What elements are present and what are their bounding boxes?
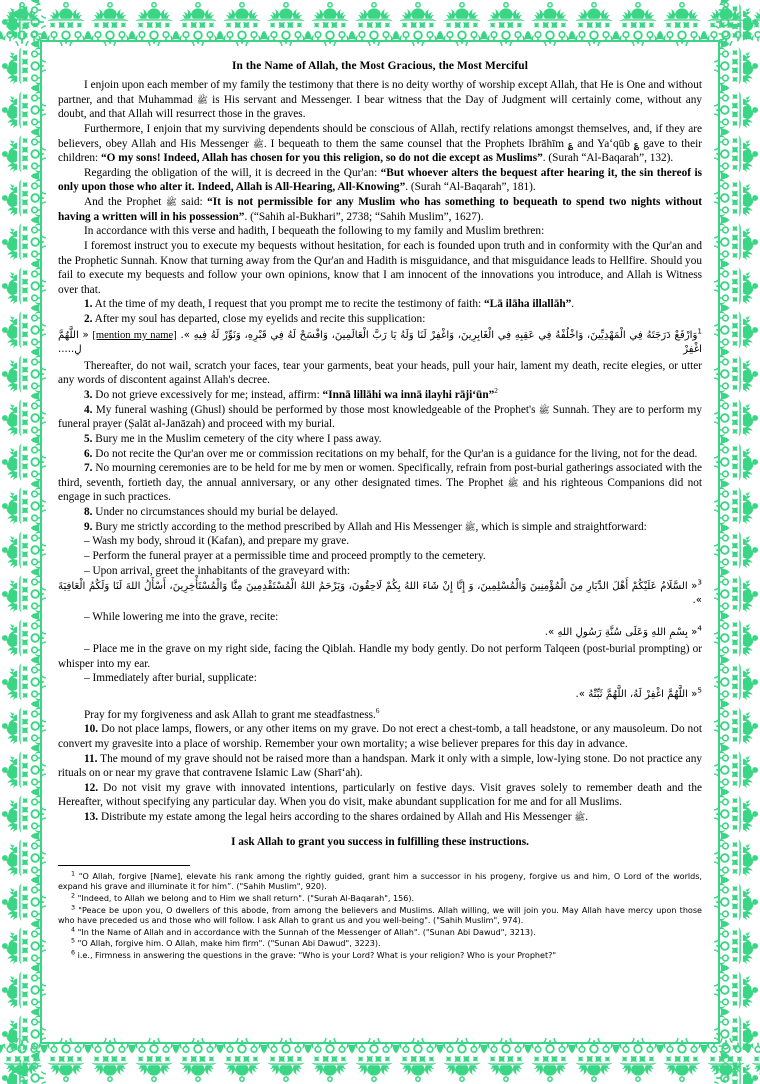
arabic-text: « بِسْمِ اللهِ وَعَلَى سُنَّةِ رَسُولِ اللهِ ». (544, 627, 698, 639)
instruction-13 (58, 810, 702, 825)
text-run: Bury me in the Muslim cemetery of the city where I pass away. (92, 432, 382, 445)
quran-quote: “But whoever alters the bequest after hearing it, the sin thereof is only upon those who alter it. Indeed, Allah is All-Hearing, All-Knowing” (58, 166, 702, 194)
footnote-item (58, 936, 702, 950)
sallallahu-alayhi-wasallam-icon: ﷺ (507, 478, 519, 489)
text-run: My funeral washing (Ghusl) should be performed by those most knowledgeable of the Prophet's (92, 403, 539, 416)
text-run: Bury me strictly according to the method prescribed by Allah and His Messenger (92, 520, 465, 533)
instruction-9 (58, 520, 702, 535)
text-run: and his righteous Companions did not engage in such practices. (58, 476, 703, 504)
instruction-5 (58, 432, 702, 447)
frame-rule-right (718, 40, 720, 1044)
text-run: , which is simple and straightforward: (475, 520, 647, 533)
paragraph-dependents (58, 122, 702, 166)
closing-statement: I ask Allah to grant you success in fulfilling these instructions. (231, 835, 529, 848)
text-run: is His servant and Messenger. I bear witness that the Day of Judgment will certainly come, without any doubt, and that Allah will resurrect those in the graves. (58, 93, 703, 121)
item-number: 9. (84, 520, 93, 533)
footnote-marker: 2 (71, 891, 76, 900)
text-run: . I bequeath to them the same counsel that the Prophets Ibrāhīm (263, 137, 569, 150)
footnotes-section (58, 869, 702, 962)
arabic-supplication-1 (58, 326, 702, 357)
footnote-marker: 3 (71, 902, 76, 911)
text-run: Do not visit my grave with innovated intentions, particularly on festive days. Visit graves solely to remember death and the Hereafter, without specifying any particular day. When you do visit, make abundant supplication for me and for all Muslims. (58, 781, 702, 809)
arabic-graveyard-greeting (58, 577, 702, 608)
text-run: Pray for my forgiveness and ask Allah to grant me steadfastness. (84, 708, 376, 721)
item-number: 5. (84, 432, 93, 445)
instruction-3 (58, 388, 702, 403)
sallallahu-alayhi-wasallam-icon: ﷺ (464, 522, 476, 533)
alayhis-salam-icon: ؏ (568, 139, 574, 150)
footnote-marker: 4 (71, 925, 76, 934)
item-number: 8. (84, 506, 93, 519)
document-content (48, 48, 712, 1036)
text-run: Do not grieve excessively for me; instead, affirm: (92, 388, 323, 401)
text-run: Sunnah. They are to perform my funeral prayer (Ṣalāt al-Janāzah) and proceed with my burial. (58, 403, 702, 431)
arabic-after-burial-dua (58, 685, 702, 702)
footnote-item (58, 891, 702, 905)
footnote-separator (58, 865, 190, 866)
hadith-quote: “It is not permissible for any Muslim who has something to bequeath to spend two nights without having a written will in his possession” (58, 196, 702, 223)
footnote-marker: 1 (71, 869, 76, 878)
text-run: Regarding the obligation of the will, it is decreed in the Qur'an: (84, 166, 381, 179)
footnote-ref-4: 4 (697, 623, 702, 633)
paragraph-instruct-execute: I foremost instruct you to execute my bequests without hesitation, for each is founded upon truth and in conformity with the Qur'an and the Prophetic Sunnah. Know that turning away from the Qur'an and Hadith is misguidance, and that misguidance leads to Hellfire. Should you fail to execute my bequests and follow your own opinions, know that I am innocent of the innovations you introduce, and Allah is Witness over that. (58, 239, 702, 296)
footnote-item (58, 948, 702, 962)
arabic-lowering-dua (58, 623, 702, 640)
footnote-ref-6: 6 (375, 706, 380, 715)
paragraph-pray-forgiveness (58, 708, 702, 723)
text-run: Do not recite the Qur'an over me or commission recitations on my behalf, for the Qur'an is a guidance for the living, not for the dead. (92, 447, 698, 460)
text-run: At the time of my death, I request that you prompt me to recite the testimony of faith: (92, 298, 485, 311)
frame-rule-bottom (40, 1042, 720, 1044)
instruction-2 (58, 312, 702, 327)
instruction-6 (58, 447, 702, 462)
text-run: . (571, 298, 575, 311)
shahada-quote: “Lā ilāha illallāh” (484, 298, 572, 311)
burial-step-lowering: – While lowering me into the grave, recite: (84, 610, 279, 623)
footnote-ref-1: 1 (697, 326, 702, 336)
text-run: Furthermore, I enjoin that my surviving dependents should be conscious of Allah, rectify relations amongst themselves, and, if they are believers, obey Allah and His Messenger (58, 122, 702, 150)
footnote-item (58, 902, 702, 927)
instruction-7 (58, 461, 702, 505)
arabic-text: « اللَّهُمَّ اغْفِرْ لَهُ، اللَّهُمَّ ثَبِّتْهُ ». (575, 688, 698, 700)
text-run: Distribute my estate among the legal heirs according to the shares ordained by Allah and His Messenger (98, 811, 575, 824)
item-number: 1. (84, 298, 93, 311)
footnote-text: i.e., Firmness in answering the questions in the grave: "Who is your Lord? What is your religion? Who is your Prophet?" (75, 951, 557, 960)
item-number: 10. (84, 723, 99, 736)
quran-quote: “O my sons! Indeed, Allah has chosen for you this religion, so do not die except as Muslims” (100, 152, 543, 165)
footnote-ref-5: 5 (697, 685, 702, 695)
text-run: . (585, 811, 589, 824)
text-run: And the Prophet (84, 196, 166, 209)
text-run: and Yaʻqūb (573, 137, 634, 150)
instruction-1 (58, 297, 702, 312)
paragraph-hadith-will (58, 195, 702, 224)
item-number: 13. (84, 811, 99, 824)
footnote-marker: 5 (71, 936, 76, 945)
item-number: 4. (84, 403, 93, 416)
item-number: 7. (84, 462, 93, 475)
paragraph-will-obligation (58, 166, 702, 195)
text-run: After my soul has departed, close my eyelids and recite this supplication: (92, 313, 426, 326)
text-run: said: (176, 196, 208, 209)
arabic-text: « اللَّهُمَّ اغْفِرْ لِ..... (58, 329, 702, 355)
footnote-item (58, 925, 702, 939)
footnote-ref-3: 3 (697, 577, 702, 587)
footnote-text: "O Allah, forgive him. O Allah, make him firm". ("Sunan Abi Dawud", 3223). (75, 939, 381, 949)
instruction-8 (58, 505, 702, 520)
arabic-text: « السَّلَامُ عَلَيْكُمْ أَهْلَ الدِّيَارِ مِنَ الْمُؤْمِنِينَ وَالْمُسْلِمِينَ، وَ إِنَّا إِنْ شَاءَ اللهُ بِكُمْ لَاحِقُونَ، وَيَرْحَمُ اللهُ الْمُسْتَقْدِمِينَ مِنَّا وَالْمُسْتَأْخِرِينَ، أَسْأَلُ اللهَ لَنَا وَلَكُمُ الْعَافِيَةَ ». (58, 581, 702, 606)
footnote-text: “O Allah, forgive [Name], elevate his rank among the rightly guided, grant him a successor in his progeny, forgive us and him, O Lord of the worlds, expand his grave and illuminate it for him”. ("Sahih Muslim", 920). (58, 871, 702, 892)
footnote-marker: 6 (71, 948, 76, 957)
frame-rule-top (40, 40, 720, 42)
text-run: No mourning ceremonies are to be held for me by men or women. Specifically, refrain from post-burial gatherings associated with the third, seventh, fortieth day, the annual anniversary, or any other designated times. The Prophet (58, 462, 702, 489)
instruction-4 (58, 403, 702, 432)
mention-name-placeholder: [mention my name] (92, 329, 177, 341)
burial-step-greet: – Upon arrival, greet the inhabitants of the graveyard with: (84, 564, 351, 577)
instruction-12 (58, 781, 702, 810)
item-number: 3. (84, 388, 93, 401)
item-number: 12. (84, 781, 99, 794)
citation: . (Surah “Al-Baqarah”, 132). (542, 152, 674, 165)
burial-step-prayer: – Perform the funeral prayer at a permissible time and proceed promptly to the cemetery. (84, 549, 486, 562)
text-run: The mound of my grave should not be raised more than a handspan. Mark it only with a simple, low-lying stone. Do not practice any rituals on or near my grave that contravene Islamic Law (Sharīʻah). (58, 752, 702, 780)
citation: . (“Sahih al-Bukhari”, 2738; “Sahih Muslim”, 1627). (244, 210, 484, 223)
burial-step-supplicate: – Immediately after burial, supplicate: (84, 672, 257, 685)
istirja-quote: “Innā lillāhi wa innā ilayhi rājiʻūn” (322, 388, 495, 401)
page-title: In the Name of Allah, the Most Gracious, the Most Merciful (231, 60, 528, 72)
footnote-text: "Indeed, to Allah we belong and to Him we shall return". ("Surah Al-Baqarah", 156). (75, 893, 415, 903)
footnote-text: "In the Name of Allah and in accordance with the Sunnah of the Messenger of Allah". ("Sunan Abi Dawud", 3213). (75, 927, 536, 937)
sallallahu-alayhi-wasallam-icon: ﷺ (574, 813, 586, 824)
citation: . (Surah “Al-Baqarah”, 181). (405, 181, 536, 194)
burial-step-wash: – Wash my body, shroud it (Kafan), and prepare my grave. (84, 535, 350, 548)
sallallahu-alayhi-wasallam-icon: ﷺ (252, 139, 264, 150)
footnote-ref-2: 2 (494, 387, 498, 396)
ornamental-border-bottom (0, 1038, 760, 1084)
instruction-11 (58, 752, 702, 781)
alayhis-salam-icon: ؏ (633, 139, 640, 150)
paragraph-testimony (58, 78, 702, 122)
text-run: I enjoin upon each member of my family the testimony that there is no deity worthy of worship except Allah, that He is One and without partner, and that Muhammad (58, 79, 702, 106)
footnote-item (58, 869, 702, 893)
text-run: Under no circumstances should my burial be delayed. (92, 506, 339, 519)
burial-step-position: – Place me in the grave on my right side, facing the Qiblah. Handle my body gently. Do not perform Talqeen (post-burial prompting) or whisper into my ear. (58, 643, 702, 670)
arabic-text: وَارْفَعْ دَرَجَتَهُ فِي الْمَهْدِيِّينَ، وَاخْلُفْهُ فِي عَقِبِهِ فِي الْغَابِرِينَ، وَاغْفِرْ لَنَا وَلَهُ يَا رَبَّ الْعَالَمِينَ، وَافْسَحْ لَهُ فِي قَبْرِهِ، وَنَوِّرْ لَهُ فِيهِ ». (180, 329, 698, 341)
paragraph-no-wailing: Thereafter, do not wail, scratch your faces, tear your garments, beat your heads, pull your hair, lament my death, recite elegies, or utter any words of discontent against Allah's decree. (58, 359, 702, 387)
sallallahu-alayhi-wasallam-icon: ﷺ (165, 198, 177, 209)
sallallahu-alayhi-wasallam-icon: ﷺ (538, 405, 550, 416)
instruction-10 (58, 722, 702, 751)
text-run: gave to their children: (58, 137, 702, 165)
paragraph-intro-bequest: In accordance with this verse and hadith, I bequeath the following to my family and Muslim brethren: (84, 225, 545, 238)
ornamental-border-right (714, 0, 760, 1084)
sallallahu-alayhi-wasallam-icon: ﷺ (197, 95, 208, 106)
item-number: 2. (84, 313, 93, 326)
footnote-text: "Peace be upon you, O dwellers of this abode, from among the believers and Muslims. Allah willing, we will join you. May Allah have mercy upon those who have preceded us and those who will follow. I ask Allah to grant us and you well-being". ("Sahih Muslim", 974). (58, 905, 702, 926)
item-number: 11. (84, 752, 98, 765)
text-run: Do not place lamps, flowers, or any other items on my grave. Do not erect a chest-tomb, a tall headstone, or any mausoleum. Do not convert my gravesite into a place of worship. Remember your own mortality; a wise believer prepares for this day in advance. (58, 723, 702, 750)
item-number: 6. (84, 447, 93, 460)
frame-rule-left (40, 40, 42, 1044)
